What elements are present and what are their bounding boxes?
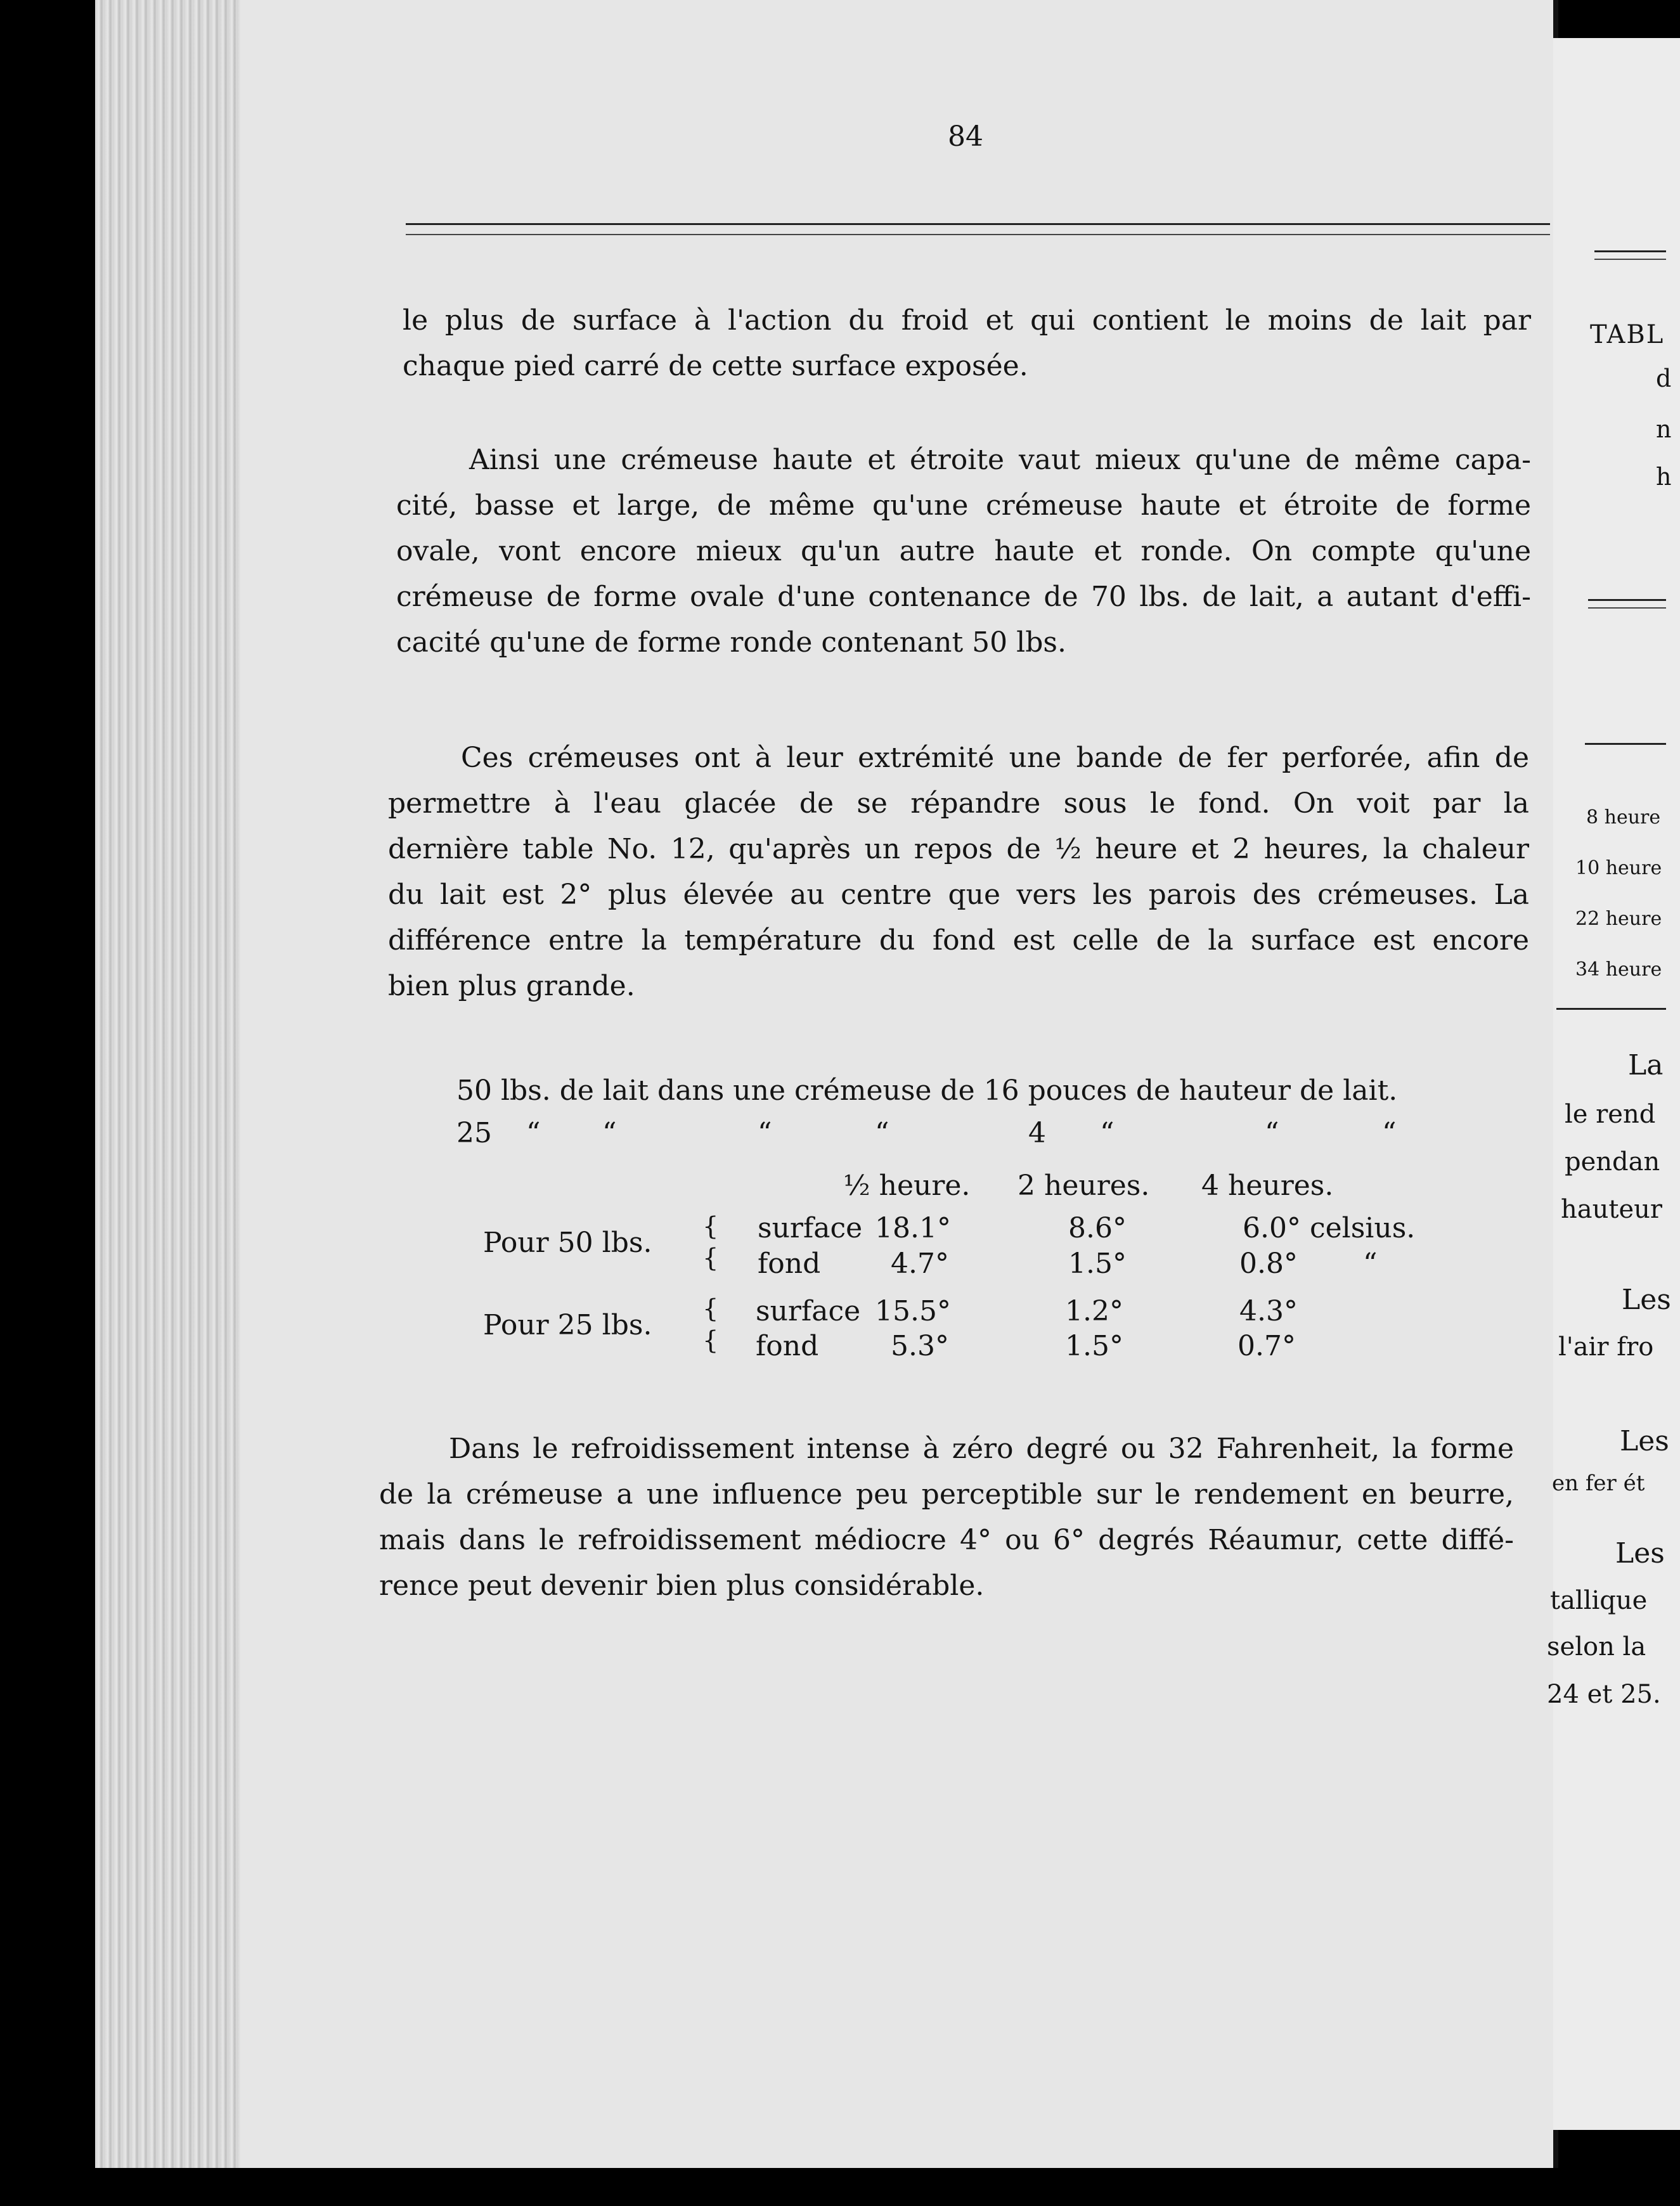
text-line: de la crémeuse a une influence peu perceptible sur le rendement en beurre, [379,1478,1514,1511]
cell-value: 1.2° [1065,1295,1123,1327]
text-line: bien plus grande. [388,970,635,1002]
cell-value: 4.7° [891,1248,949,1280]
ditto-mark: “ [1363,1248,1378,1280]
row-name: surface [756,1295,861,1327]
text-line: chaque pied carré de cette surface exposée. [403,350,1028,382]
facing-page [1553,38,1680,2130]
facing-page-text: 8 heure [1586,806,1661,829]
facing-page-rule [1556,1008,1666,1016]
table-intro-cell: 4 [1028,1117,1046,1149]
facing-page-text: 10 heure [1575,857,1662,879]
text-line: ovale, vont encore mieux qu'un autre haute et ronde. On compte qu'une [396,535,1531,567]
facing-page-text: La [1628,1049,1664,1081]
text-line: Ainsi une crémeuse haute et étroite vaut mieux qu'une de même capa- [469,444,1531,476]
cell-value: 5.3° [891,1330,949,1362]
page-number: 84 [948,120,983,153]
text-line: Ces crémeuses ont à leur extrémité une bande de fer perforée, afin de [461,742,1529,774]
facing-page-text: en fer ét [1552,1471,1645,1496]
ditto-mark: “ [602,1117,617,1149]
facing-page-rule [1594,250,1666,260]
facing-page-text: h [1656,463,1672,491]
cell-value: 15.5° [875,1295,951,1327]
cell-value: 1.5° [1068,1248,1127,1280]
row-name: surface [758,1212,863,1244]
facing-page-text: tallique [1550,1586,1648,1615]
column-header: 4 heures. [1201,1170,1334,1202]
text-line: crémeuse de forme ovale d'une contenance de 70 lbs. de lait, a autant d'effi- [396,581,1531,613]
facing-page-text: Les [1620,1425,1669,1457]
page-edges [95,0,241,2168]
facing-page-text: pendan [1565,1147,1660,1177]
facing-page-text: l'air fro [1558,1332,1654,1362]
facing-page-text: le rend [1565,1100,1656,1129]
cell-value: 0.8° [1239,1248,1298,1280]
cell-value: 1.5° [1065,1330,1123,1362]
ditto-mark: “ [1382,1117,1397,1149]
cell-value: 18.1° [875,1212,951,1244]
brace: { { [702,1212,719,1273]
group-label: Pour 50 lbs. [483,1227,652,1259]
text-line: permettre à l'eau glacée de se répandre sous le fond. On voit par la [388,787,1529,820]
paragraph-3 [388,735,1529,1009]
text-line: Dans le refroidissement intense à zéro degré ou 32 Fahrenheit, la forme [449,1433,1514,1465]
text-line: rence peut devenir bien plus considérable. [379,1570,985,1602]
text-line: dernière table No. 12, qu'après un repos de ½ heure et 2 heures, la chaleur [388,833,1529,865]
facing-page-text: Les [1622,1284,1671,1316]
paragraph-2 [396,437,1531,666]
facing-page-text: Les [1615,1537,1665,1570]
ditto-mark: “ [526,1117,541,1149]
cell-value: 8.6° [1068,1212,1127,1244]
cell-value: 6.0° celsius. [1243,1212,1416,1244]
ditto-mark: “ [1265,1117,1279,1149]
group-label: Pour 25 lbs. [483,1309,652,1341]
text-line: cité, basse et large, de même qu'une crémeuse haute et étroite de forme [396,489,1531,522]
brace: { { [702,1294,719,1355]
text-line: le plus de surface à l'action du froid et qui contient le moins de lait par [403,304,1531,337]
facing-page-text: 34 heure [1575,958,1662,981]
facing-page-text: hauteur [1561,1195,1662,1224]
text-line: du lait est 2° plus élevée au centre que vers les parois des crémeuses. La [388,879,1529,911]
cell-value: 0.7° [1237,1330,1296,1362]
ditto-mark: “ [1100,1117,1115,1149]
facing-page-rule [1585,743,1666,751]
header-rule [406,223,1550,235]
facing-page-rule [1588,599,1666,609]
facing-page-text: 22 heure [1575,908,1662,930]
text-line: mais dans le refroidissement médiocre 4° ou 6° degrés Réaumur, cette diffé- [379,1524,1514,1556]
facing-page-text: 24 et 25. [1547,1680,1661,1709]
column-header: 2 heures. [1018,1170,1150,1202]
text-line: cacité qu'une de forme ronde contenant 50 lbs. [396,626,1066,659]
facing-page-text: n [1656,415,1672,443]
column-header: ½ heure. [843,1170,971,1202]
facing-page-text: d [1656,364,1672,392]
table-intro-cell: 25 [456,1117,492,1149]
cell-value: 4.3° [1239,1295,1298,1327]
paragraph-1 [403,298,1531,389]
row-name: fond [756,1330,819,1362]
facing-page-text: selon la [1547,1632,1646,1661]
text-line: différence entre la température du fond est celle de la surface est encore [388,924,1529,957]
facing-page-text: TABL [1590,320,1665,349]
paragraph-4 [379,1426,1514,1609]
ditto-mark: “ [875,1117,889,1149]
table-intro: 50 lbs. de lait dans une crémeuse de 16 pouces de hauteur de lait. [456,1074,1398,1107]
ditto-mark: “ [758,1117,772,1149]
row-name: fond [758,1248,821,1280]
